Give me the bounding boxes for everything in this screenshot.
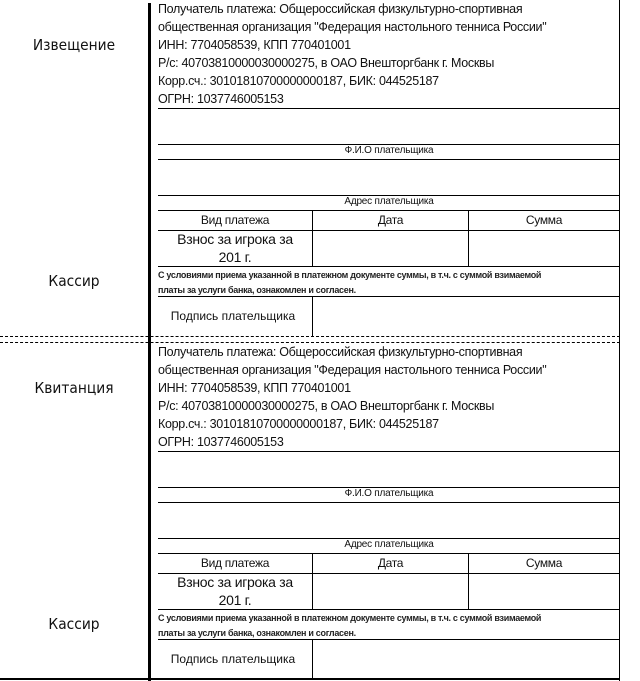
right-border: [619, 0, 620, 681]
form-line: [158, 210, 620, 211]
amount-field[interactable]: [469, 574, 619, 609]
payment-year-value: 201 г.: [218, 592, 252, 608]
header-amount: Сумма: [525, 213, 563, 227]
form-line: [158, 553, 620, 554]
payer-address-caption: Адрес плательщика: [344, 539, 434, 550]
signature-label: Подпись плательщика: [170, 652, 296, 666]
recipient-line: Корр.сч.: 30101810700000000187, БИК: 044525187: [158, 417, 439, 431]
amount-field[interactable]: [469, 231, 619, 266]
cashier-label: Кассир: [48, 615, 100, 633]
header-date: Дата: [377, 556, 404, 570]
payer-name-caption: Ф.И.О плательщика: [344, 145, 434, 156]
recipient-line: Получатель платежа: Общероссийская физкультурно-спортивная: [158, 2, 523, 16]
recipient-line: ИНН: 7704058539, КПП 770401001: [158, 38, 351, 52]
header-date: Дата: [377, 213, 404, 227]
payment-type-value: Взнос за игрока за: [177, 574, 293, 590]
receipt-label: Квитанция: [34, 379, 114, 397]
agreement-text: С условиями приема указанной в платежном документе суммы, в т.ч. с суммой взимаемой: [158, 613, 542, 623]
recipient-line: общественная организация "Федерация настольного тенниса России": [158, 20, 547, 34]
recipient-line: Р/с: 40703810000030000275, в ОАО Внешторгбанк г. Москвы: [158, 399, 495, 413]
cut-line: [0, 336, 620, 337]
recipient-line: общественная организация "Федерация настольного тенниса России": [158, 363, 547, 377]
payer-address-caption: Адрес плательщика: [344, 196, 434, 207]
payer-name-field[interactable]: [158, 451, 620, 487]
notice-label: Извещение: [32, 36, 116, 54]
recipient-line: Корр.сч.: 30101810700000000187, БИК: 044525187: [158, 74, 439, 88]
payment-type-value: Взнос за игрока за: [177, 231, 293, 247]
payer-address-field[interactable]: [158, 159, 620, 195]
payment-year-value: 201 г.: [218, 249, 252, 265]
recipient-line: ОГРН: 1037746005153: [158, 92, 284, 106]
header-payment-type: Вид платежа: [200, 213, 270, 227]
bottom-border: [0, 678, 620, 680]
signature-field[interactable]: [313, 297, 619, 335]
payer-name-caption: Ф.И.О плательщика: [344, 488, 434, 499]
header-amount: Сумма: [525, 556, 563, 570]
agreement-text: С условиями приема указанной в платежном документе суммы, в т.ч. с суммой взимаемой: [158, 270, 542, 280]
date-field[interactable]: [313, 231, 468, 266]
recipient-line: Р/с: 40703810000030000275, в ОАО Внешторгбанк г. Москвы: [158, 56, 495, 70]
signature-label: Подпись плательщика: [170, 309, 296, 323]
date-field[interactable]: [313, 574, 468, 609]
agreement-text: платы за услуги банка, ознакомлен и согласен.: [158, 285, 356, 295]
cashier-label: Кассир: [48, 272, 100, 290]
payer-address-field[interactable]: [158, 502, 620, 538]
payer-name-field[interactable]: [158, 108, 620, 144]
agreement-text: платы за услуги банка, ознакомлен и согласен.: [158, 628, 356, 638]
recipient-line: ИНН: 7704058539, КПП 770401001: [158, 381, 351, 395]
signature-field[interactable]: [313, 640, 619, 678]
header-payment-type: Вид платежа: [200, 556, 270, 570]
recipient-line: ОГРН: 1037746005153: [158, 435, 284, 449]
recipient-line: Получатель платежа: Общероссийская физкультурно-спортивная: [158, 345, 523, 359]
